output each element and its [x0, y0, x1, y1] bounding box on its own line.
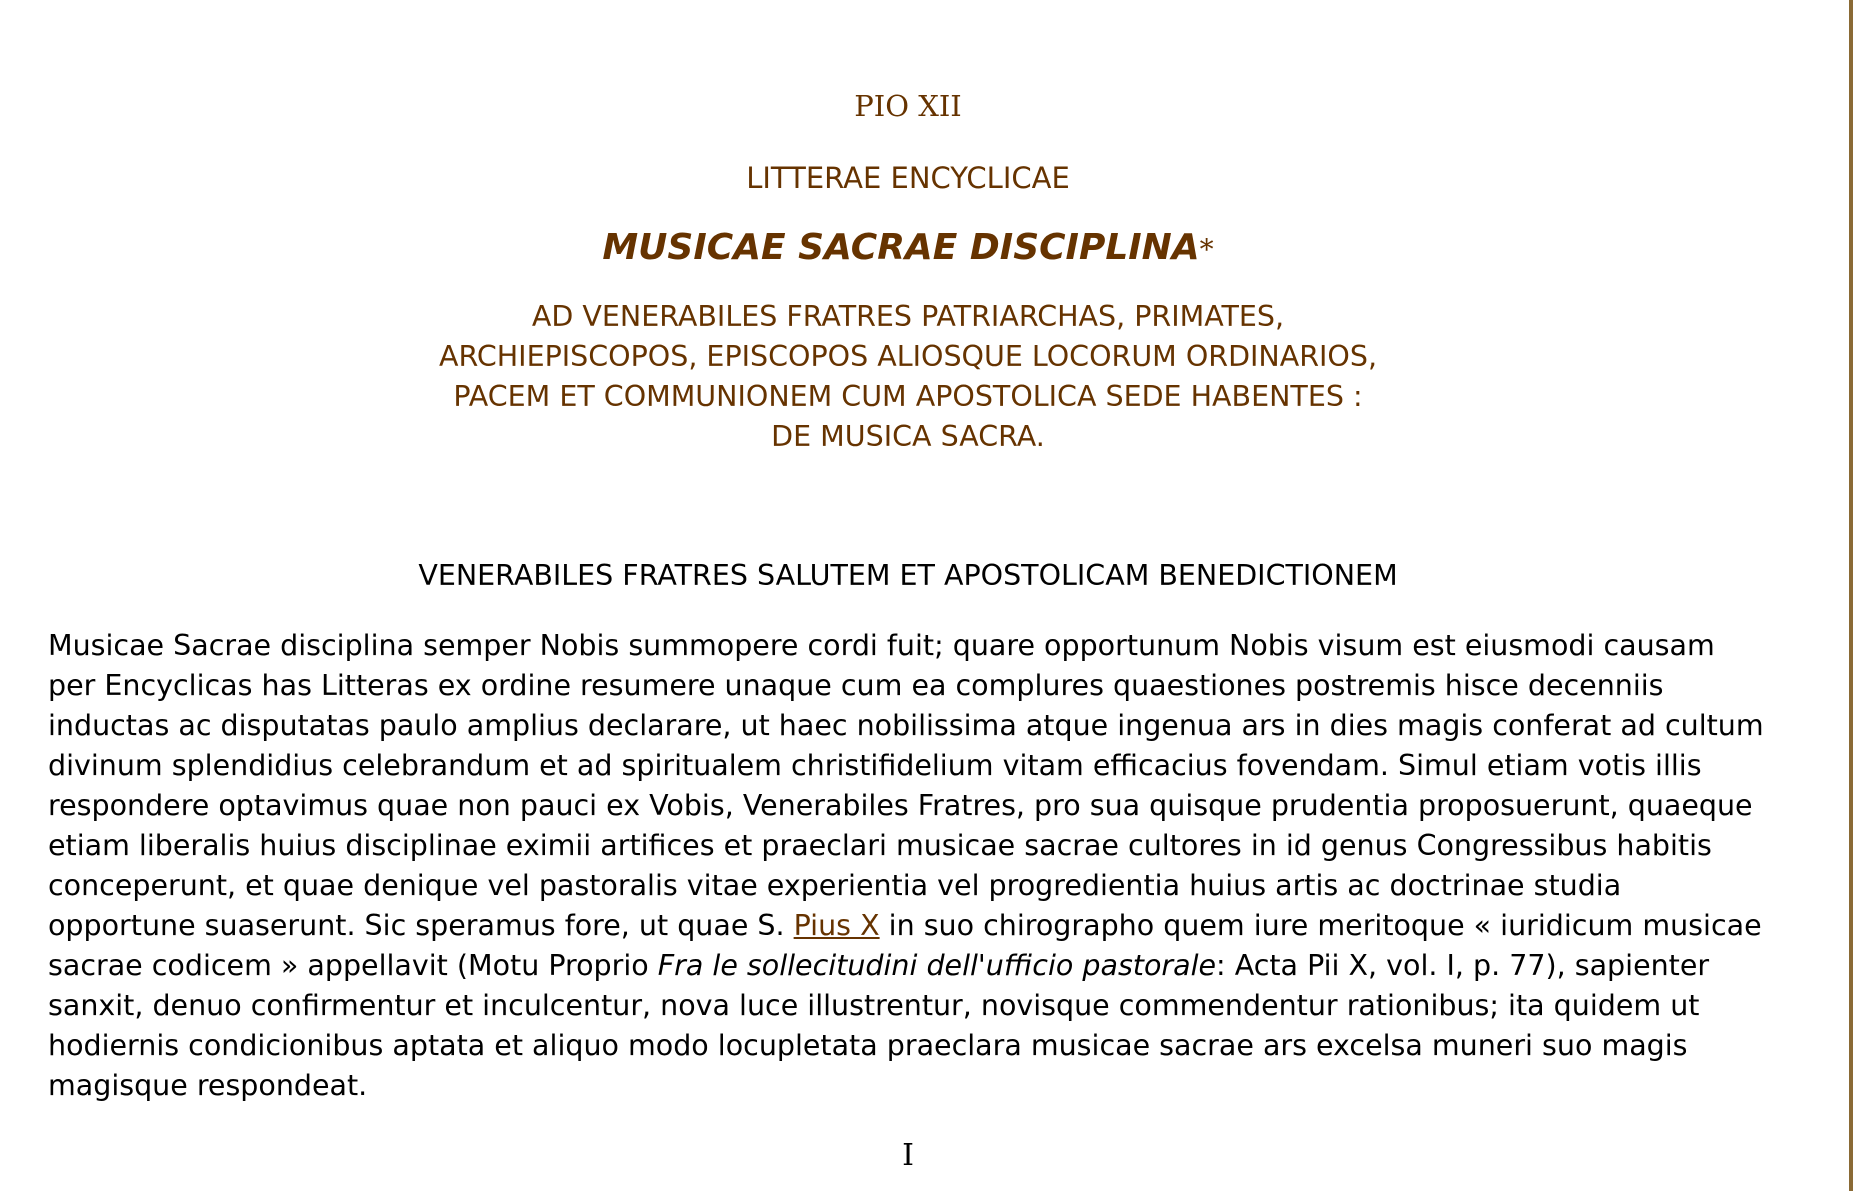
author-heading: PIO XII: [854, 89, 962, 123]
pius-x-link[interactable]: Pius X: [793, 909, 880, 942]
footnote-asterisk[interactable]: *: [1199, 233, 1214, 266]
addressee-line: AD VENERABILES FRATRES PATRIARCHAS, PRIMATES,: [531, 300, 1285, 333]
italic-document-title: Fra le sollecitudini dell'ufficio pastorale: [657, 949, 1217, 982]
addressee-line: DE MUSICA SACRA.: [771, 420, 1045, 453]
salutation: VENERABILES FRATRES SALUTEM ET APOSTOLICAM BENEDICTIONEM: [418, 559, 1398, 592]
paragraph-text-part: in suo chirographo quem iure meritoque « iuridicum musicae sacrae codicem » appellavit (Motu Proprio: [48, 909, 1762, 982]
addressee-line: PACEM ET COMMUNIONEM CUM APOSTOLICA SEDE HABENTES :: [453, 380, 1363, 413]
right-border-rule: [1849, 0, 1853, 1191]
section-number: I: [902, 1138, 914, 1173]
paragraph-text-part: Musicae Sacrae disciplina semper Nobis summopere cordi fuit; quare opportunum Nobis visum est eiusmodi causam per Encyclicas has Litteras ex ordine resumere unaque cum ea complures quaestiones postremis hisce decenniis inductas ac disputatas paulo amplius declarare, ut haec nobilissima atque ingenua ars in dies magis conferat ad cultum divinum splendidius celebrandum et ad spiritualem christifidelium vitam efficacius fovendam. Simul etiam votis illis respondere optavimus quae non pauci ex Vobis, Venerabiles Fratres, pro sua quisque prudentia proposuerunt, quaeque etiam liberalis huius disciplinae eximii artifices et praeclari musicae sacrae cultores in id genus Congressibus habitis conceperunt, et quae denique vel pastoralis vitae experientia vel progredientia huius artis ac doctrinae studia opportune suaserunt. Sic speramus fore, ut quae S.: [48, 629, 1764, 942]
body-paragraph: [48, 626, 1768, 1106]
document-type-heading: LITTERAE ENCYCLICAE: [746, 161, 1070, 195]
addressee-line: ARCHIEPISCOPOS, EPISCOPOS ALIOSQUE LOCORUM ORDINARIOS,: [438, 340, 1378, 373]
paragraph-text-part: : Acta Pii X, vol. I, p. 77), sapienter sanxit, denuo confirmentur et inculcentur, nova luce illustrentur, novisque commendentur rationibus; ita quidem ut hodiernis condicionibus aptata et aliquo modo locupletata praeclara musicae sacrae ars excelsa muneri suo magis magisque respondeat.: [48, 949, 1710, 1102]
document-title: [48, 223, 1768, 275]
document-title-text: MUSICAE SACRAE DISCIPLINA: [602, 227, 1200, 268]
addressee-block: [48, 297, 1768, 457]
